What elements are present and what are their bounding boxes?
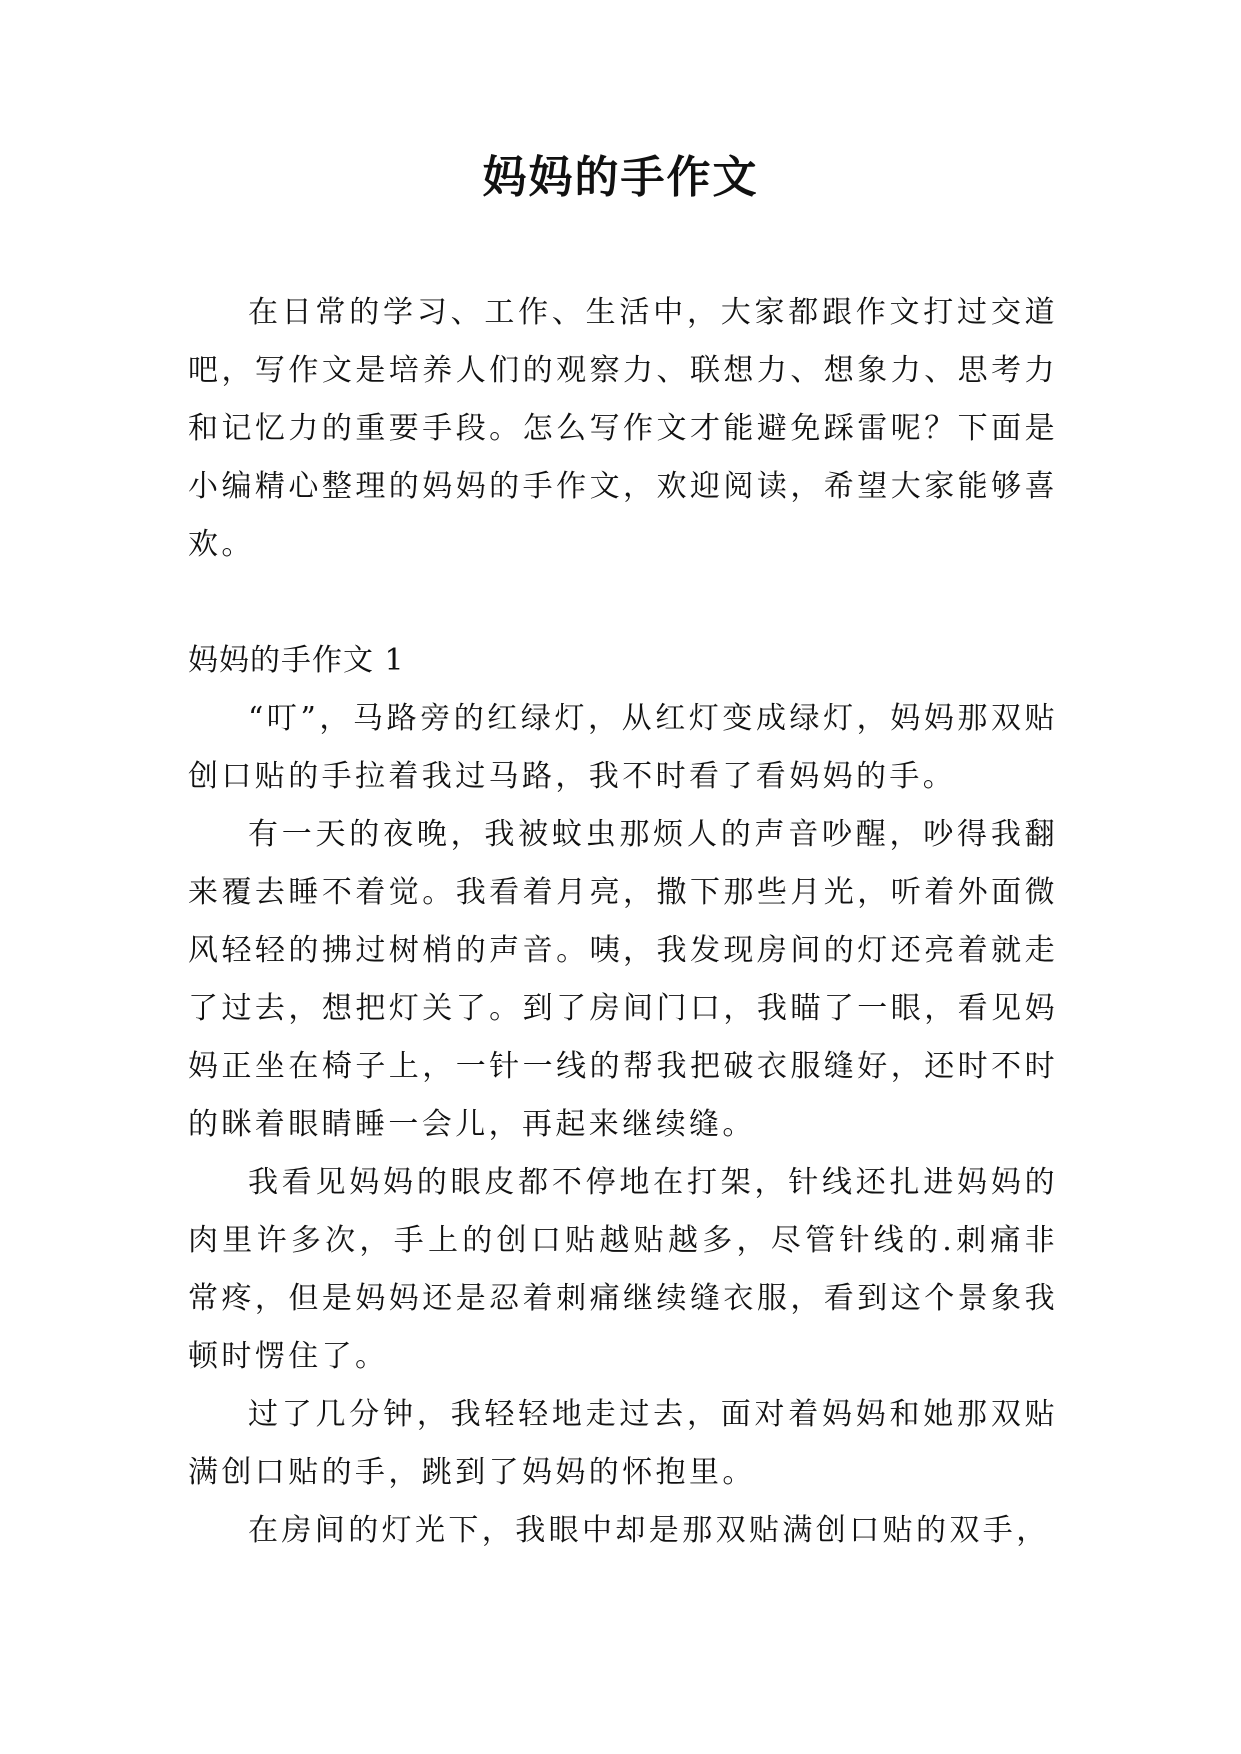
body-paragraph-1: “叮”，马路旁的红绿灯，从红灯变成绿灯，妈妈那双贴创口贴的手拉着我过马路，我不时看了看妈妈的手。 <box>188 701 1058 794</box>
body-paragraph-5: 在房间的灯光下，我眼中却是那双贴满创口贴的双手， <box>248 1513 1050 1548</box>
body-paragraph-3: 我看见妈妈的眼皮都不停地在打架，针线还扎进妈妈的肉里许多次，手上的创口贴越贴越多，尽管针线的.刺痛非常疼，但是妈妈还是忍着刺痛继续缝衣服，看到这个景象我顿时愣住了。 <box>188 1165 1058 1374</box>
intro-paragraph: 在日常的学习、工作、生活中，大家都跟作文打过交道吧，写作文是培养人们的观察力、联想力、想象力、思考力和记忆力的重要手段。怎么写作文才能避免踩雷呢？下面是小编精心整理的妈妈的手作文，欢迎阅读，希望大家能够喜欢。 <box>188 295 1058 562</box>
body-paragraph-4: 过了几分钟，我轻轻地走过去，面对着妈妈和她那双贴满创口贴的手，跳到了妈妈的怀抱里。 <box>188 1397 1058 1490</box>
document-body <box>188 284 1058 1560</box>
section-heading: 妈妈的手作文 1 <box>188 643 405 678</box>
document-title: 妈妈的手作文 <box>482 152 759 203</box>
body-paragraph-2: 有一天的夜晚，我被蚊虫那烦人的声音吵醒，吵得我翻来覆去睡不着觉。我看着月亮，撒下那些月光，听着外面微风轻轻的拂过树梢的声音。咦，我发现房间的灯还亮着就走了过去，想把灯关了。到了房间门口，我瞄了一眼，看见妈妈正坐在椅子上，一针一线的帮我把破衣服缝好，还时不时的眯着眼睛睡一会儿，再起来继续缝。 <box>188 817 1058 1142</box>
